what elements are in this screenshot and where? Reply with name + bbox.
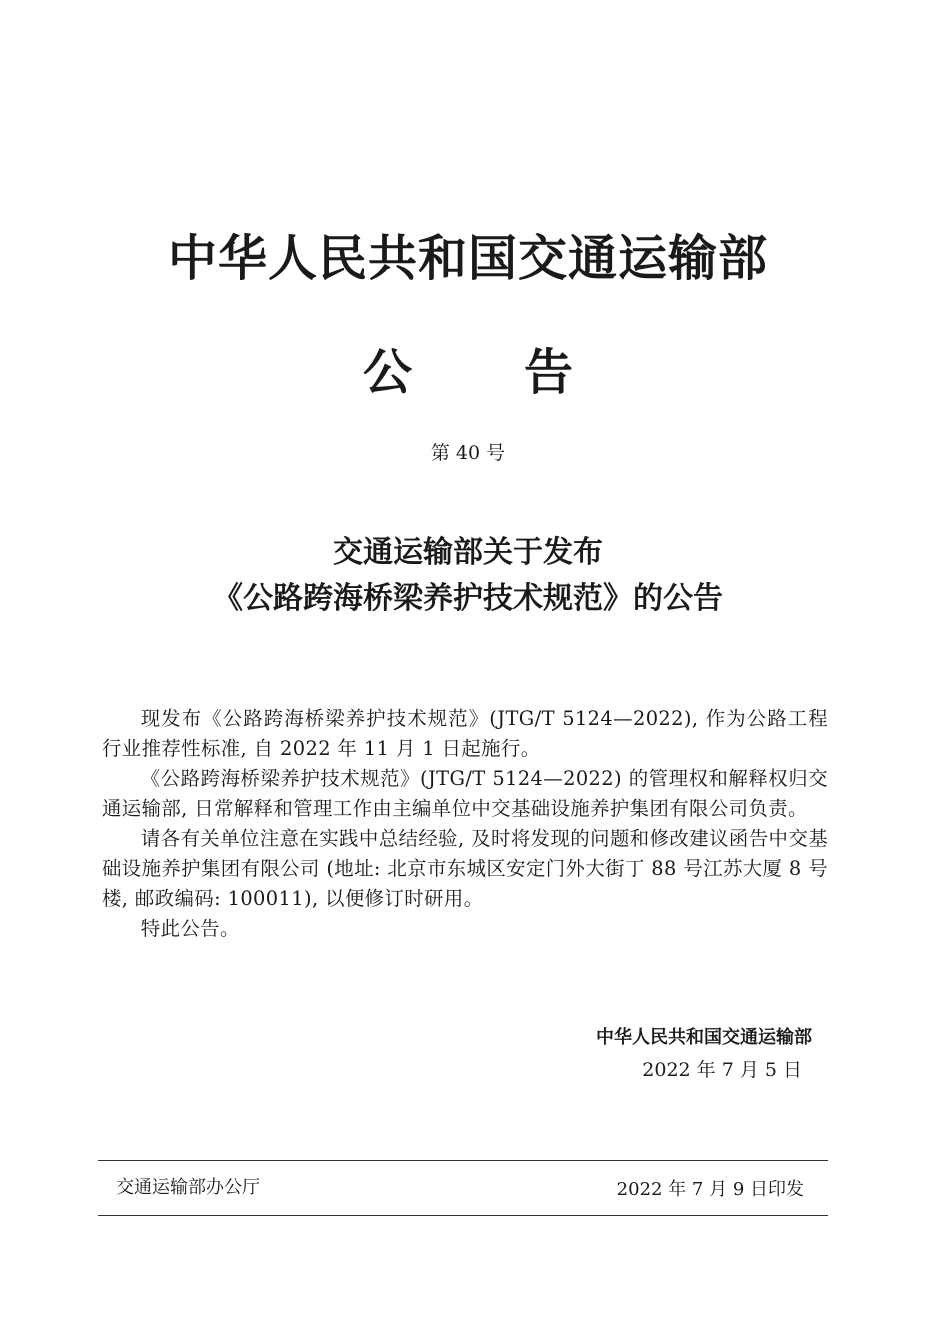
- issuer-heading: 中华人民共和国交通运输部: [167, 230, 768, 287]
- title-line-1: 交通运输部关于发布: [333, 535, 603, 570]
- announcement-body: [102, 704, 828, 944]
- document-type-char-2: 告: [524, 344, 574, 401]
- body-paragraph-2: 《公路跨海桥梁养护技术规范》(JTG/T 5124—2022) 的管理权和解释权归交通运输部, 日常解释和管理工作由主编单位中交基础设施养护集团有限公司负责。: [102, 767, 828, 820]
- document-type-heading: [0, 340, 936, 406]
- signature-date: 2022 年 7 月 5 日: [642, 1059, 802, 1081]
- body-paragraph-3: 请各有关单位注意在实践中总结经验, 及时将发现的问题和修改建议函告中交基础设施养护集团有限公司 (地址: 北京市东城区安定门外大街丁 88 号江苏大厦 8 号楼, 邮政编码: 100011), 以便修订时研用。: [102, 827, 828, 910]
- body-paragraph-1: 现发布《公路跨海桥梁养护技术规范》(JTG/T 5124—2022), 作为公路工程行业推荐性标准, 自 2022 年 11 月 1 日起施行。: [102, 707, 828, 760]
- document-type-char-1: 公: [362, 344, 412, 401]
- signature-organization: 中华人民共和国交通运输部: [596, 1027, 812, 1048]
- issuing-office: 交通运输部办公厅: [116, 1177, 260, 1198]
- document-number: 第 40 号: [430, 442, 506, 464]
- announcement-title: [0, 530, 936, 622]
- print-date: 2022 年 7 月 9 日印发: [616, 1179, 804, 1200]
- print-footer: [98, 1160, 828, 1216]
- title-line-2: 《公路跨海桥梁养护技术规范》的公告: [213, 581, 723, 616]
- body-paragraph-4: 特此公告。: [140, 917, 240, 940]
- signature-block: [596, 1022, 812, 1086]
